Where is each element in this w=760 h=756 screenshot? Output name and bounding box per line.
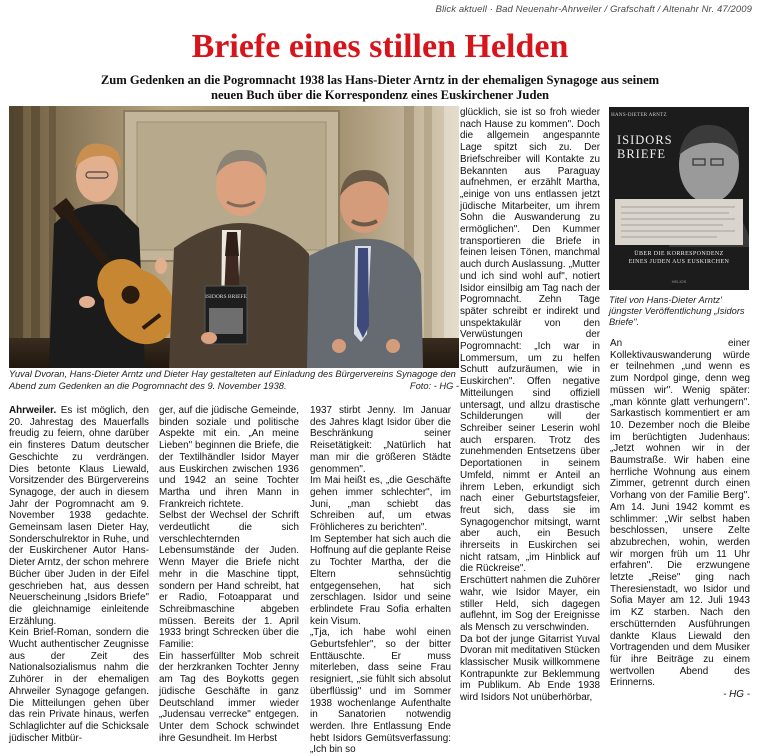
article-column-2 — [159, 405, 299, 744]
photo-caption-text: Yuval Dvoran, Hans-Dieter Arntz und Dieter Hay gestalteten auf Einladung des Bürgervereins Synagoge den Abend zum Gedenken an die Pogromnacht des 9. November 1938. — [9, 369, 456, 391]
article-subheadline: Zum Gedenken an die Pogromnacht 1938 las Hans-Dieter Arntz in der ehemaligen Synagoge aus seinem neuen Buch über die Korrespondenz eines Euskirchener Juden — [100, 73, 660, 102]
col3-paragraph-4: „Tja, ich habe wohl einen Geburtsfehler", so der bitter Enttäuschte. Er muss miterleben, dass seine Frau resigniert, „sie fühlt sich absolut überflüssig" und im Sommer 1938 wochenlange Aufenthalte in Sanatorien notwendig werden. Ihre Entlassung Ende hebt Isidors Gemütsverfassung: „Ich bin so — [310, 627, 451, 756]
dateline: Ahrweiler. — [9, 405, 57, 416]
col3-paragraph-2: Im Mai heißt es, „die Geschäfte gehen immer schlechter", im Juni, „man schiebt das Schreiben auf, um etwas Fröhlicheres zu berichten". — [310, 475, 451, 534]
photo-caption — [9, 369, 459, 392]
book-subtitle — [609, 251, 749, 266]
held-book-title: ISIDORS BRIEFE — [205, 294, 247, 300]
article-column-4 — [460, 107, 600, 704]
book-caption: Titel von Hans-Dieter Arntz' jüngster Veröffentlichung „Isidors Briefe". — [609, 295, 745, 328]
book-subtitle-line-2: EINES JUDEN AUS EUSKIRCHEN — [628, 258, 730, 265]
col1-paragraph-1: Es ist möglich, den 20. Jahrestag des Mauerfalls freudig zu feiern, ohne darüber ein finsteres Datum deutscher Geschichte zu verdrängen. Dies betonte Klaus Liewald, Vorsitzender des Bürgervereins Synagoge, der auch in diesem Jahr der Pogromnacht am 9. November 1938 gedachte. Gemeinsam lasen Dieter Hay, Sonderschulrektor in Ruhe, und der Euskirchener Autor Hans-Dieter Arntz, der schon mehrere Bücher über Juden in der Eifel geschrieben hat, aus dessen Neuerscheinung „Isidors Briefe" die gleichnamige einleitende Erzählung. — [9, 405, 149, 627]
col3-paragraph-3: Im September hat sich auch die Hoffnung auf die geplante Reise zu Tochter Martha, der die Eltern sehnsüchtig entgegensehen, hat sich zerschlagen. Isidor und seine erblindete Frau Sofia erhalten kein Visum. — [310, 533, 451, 627]
article-column-1 — [9, 405, 149, 744]
col5-paragraph-1: An einer Kollektivauswanderung würde er teilnehmen „und wenn es zum Nordpol ginge, denn weg müssen wir". Wenig später: „man könnte glatt verhungern". Sarkastisch kommentiert er am 10. Dezember noch die Bleibe im berüchtigten Judenhaus: „Jetzt wohnen wir in der Baumstraße. Wir haben eine herrliche Wohnung aus einem Zimmer, getrennt durch einen Vorhang von der Familie Berg". Am 14. Juni 1942 kommt es schlimmer: „Wir selbst haben beschlossen, unsere Zelte abzubrechen, wohin, werden wir morgen früh um 11 Uhr erfahren". Die erzwungene letzte „Reise" ging nach Theresienstadt, wo Isidor und Sofia Mayer am 12. Juli 1943 im KZ starben. Nach den erschütternden Ausführungen dankte Klaus Liewald den Vortragenden und dem Musiker für ihre Beiträge zu einem wertvollen Abend des Erinnerns. — [610, 338, 750, 689]
book-cover-image — [609, 107, 749, 290]
article-column-3 — [310, 405, 451, 756]
book-title-line-1: ISIDORS — [617, 133, 673, 147]
article-headline: Briefe eines stillen Helden — [191, 28, 569, 65]
book-title-line-2: BRIEFE — [617, 147, 667, 161]
book-title — [617, 133, 677, 161]
publication-header: Blick aktuell · Bad Neuenahr-Ahrweiler / Grafschaft / Altenahr Nr. 47/2009 — [435, 4, 752, 15]
col4-paragraph-3: Da bot der junge Gitarrist Yuval Dvoran mit meditativen Stücken klassischer Musik willkommene Kontrapunkte zur Beklemmung im Publikum. Ab Ende 1938 wird Isidors Not unüberhörbar, — [460, 633, 600, 704]
book-publisher: HELIOS — [671, 279, 687, 284]
book-author: HANS-DIETER ARNTZ — [611, 113, 667, 118]
col1-paragraph-2: Kein Brief-Roman, sondern die Wucht authentischer Zeugnisse aus der Zeit des Nationalsozialismus nahm die Zuhörer in der ehemaligen Ahrweiler Synagoge gefangen. Die Mitteilungen gehen über das rein Private hinaus, werfen Schlaglichter auf die Schicksale jüdischer Mitbür- — [9, 627, 149, 744]
col3-paragraph-1: 1937 stirbt Jenny. Im Januar des Jahres klagt Isidor über die Beschränkung seiner Reisetätigkeit: „Natürlich hat man mir die größeren Städte genommen". — [310, 405, 451, 475]
author-signature: - HG - — [723, 689, 750, 701]
photo-credit: Foto: - HG - — [409, 380, 459, 391]
article-column-5 — [610, 338, 750, 701]
col2-paragraph-1: ger, auf die jüdische Gemeinde, binden soziale und politische Aspekte mit ein. „An meine Lieben" beginnen die Briefe, die der Textilhändler Isidor Mayer aus Euskirchen zwischen 1936 und 1942 an seine Tochter Martha und ihren Mann in Frankreich richtete. — [159, 405, 299, 510]
col4-paragraph-1: glücklich, sie ist so froh wieder nach Hause zu kommen". Doch die allgemein angespannte Lage spitzt sich zu. Der Briefschreiber will Kontakte zu Bekannten aus Paraguay aufnehmen, er erzählt Martha, „einige von uns entlassen jetzt jüdische Mitarbeiter, um ihrem Sohn die Auswanderung zu ermöglichen". Den Kummer transportieren die Briefe in feinen leisen Tönen, manchmal auch durch Auslassung. „Mutter und ich sind wohl auf", notiert Isidor einsilbig am Tag nach der Pogromnacht. Zehn Tage später schreibt er indirekt und unspektakulär von den Verwüstungen der Pogromnacht: „Ich war in Lommersum, um zu helfen Schutt aufzuräumen, wie in Euskirchen". Offen negative Mitteilungen sind offiziell untersagt, und allzu drastische Schilderungen will der Schreiber seiner Leserin wohl auch ersparen. Trotz des zunehmenden Entsetzens über Deportationen in seinem Umfeld, nimmt er Anteil an ihrem Leben, erkundigt sich nach einer Geburtstagsfeier, freut sich, dass sie im Synagogenchor mitsingt, warnt aber auch, ein Besuch ihrerseits in Euskirchen sei nicht ratsam, „im Hinblick auf die Rückreise". — [460, 107, 600, 575]
col2-paragraph-3: Ein hasserfüllter Mob schreit der herzkranken Tochter Jenny am Tag des Boykotts gegen jüdische Geschäfte in ganz Deutschland immer wieder „Judensau verrecke" entgegen. Unter dem Schock schwindet ihre Gesundheit. Im Herbst — [159, 650, 299, 744]
col2-paragraph-2: Selbst der Wechsel der Schrift verdeutlicht die sich verschlechternden Lebensumstände der Juden. Wenn Mayer die Briefe nicht mehr in die Maschine tippt, sondern per Hand schreibt, hat er Radio, Fotoapparat und Schreibmaschine abgeben müssen. Bereits der 1. April 1933 bringt Schrecken über die Familie: — [159, 510, 299, 651]
book-subtitle-line-1: ÜBER DIE KORRESPONDENZ — [634, 251, 724, 257]
event-photo — [9, 106, 459, 368]
col4-paragraph-2: Erschüttert nahmen die Zuhörer wahr, wie Isidor Mayer, ein stiller Held, sich dagegen auflehnt, im Sog der Ereignisse als Mensch zu verschwinden. — [460, 575, 600, 633]
